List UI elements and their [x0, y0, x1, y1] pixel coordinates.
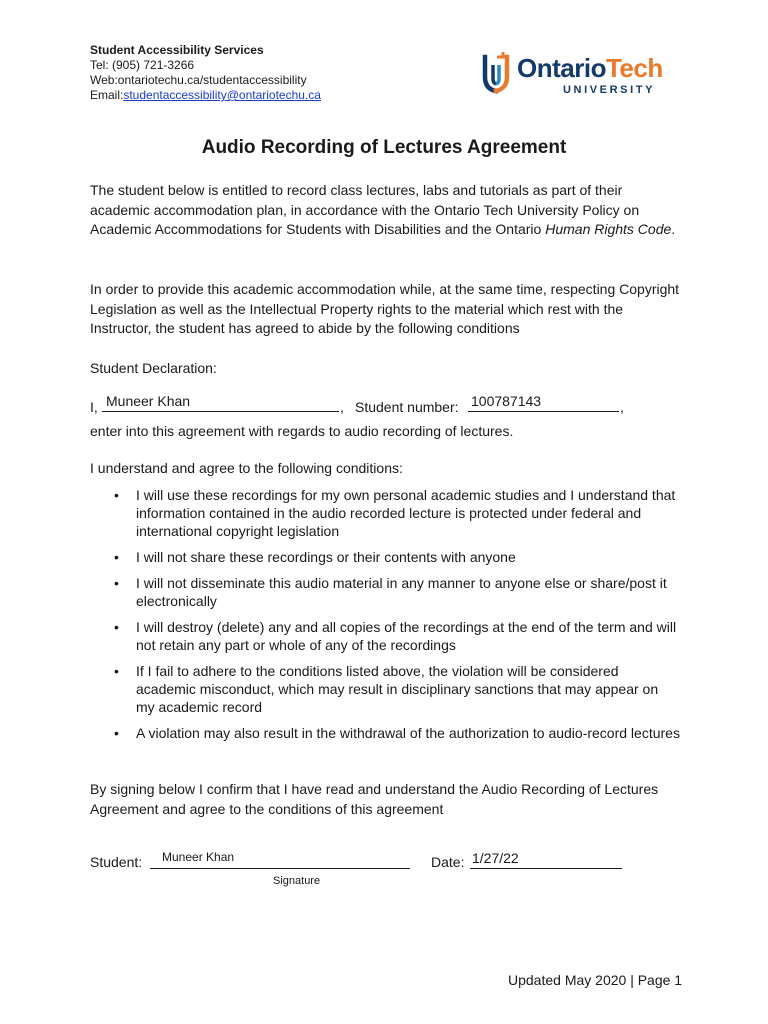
student-label: Student:	[90, 854, 143, 870]
intro-text: The student below is entitled to record class lectures, labs and tutorials as part of their academic accommodation plan, in accordance with the Ontario Tech University Policy on Academic Accommodations for Students with Disabilities and the Ontario	[90, 182, 640, 237]
intro-paragraph	[90, 181, 680, 240]
bullet: •	[114, 575, 119, 591]
student-name-field[interactable]: Muneer Khan	[106, 393, 191, 409]
condition-item	[90, 618, 680, 654]
bullet: •	[114, 487, 119, 503]
logo-word-ontario: Ontario	[517, 53, 606, 83]
condition-text: I will not disseminate this audio material in any manner to anyone else or share/post it electronically	[136, 575, 667, 609]
declaration-follow: enter into this agreement with regards to audio recording of lectures.	[90, 423, 514, 439]
end-comma: ,	[620, 399, 624, 415]
signature-underline	[150, 868, 410, 869]
date-underline	[470, 868, 622, 869]
name-underline	[102, 411, 339, 412]
bullet: •	[114, 549, 119, 565]
intro-italic: Human Rights Code	[545, 221, 672, 237]
condition-text: I will destroy (delete) any and all copies of the recordings at the end of the term and will not retain any part or whole of any of the recordings	[136, 619, 677, 653]
date-label: Date:	[431, 854, 465, 870]
logo-wordmark	[517, 53, 663, 84]
signature-caption: Signature	[273, 875, 321, 887]
conditions-heading: I understand and agree to the following conditions:	[90, 460, 403, 476]
i-label: I,	[90, 399, 98, 415]
copyright-paragraph: In order to provide this academic accommodation while, at the same time, respecting Copyright Legislation as well as the Intellectual Property rights to the material which rest with the Instructor, the student has agreed to abide by the following conditions	[90, 281, 680, 336]
student-number-label: Student number:	[355, 399, 459, 415]
condition-item	[90, 486, 680, 540]
web-line	[90, 73, 321, 88]
bullet: •	[114, 663, 119, 679]
condition-text: I will not share these recordings or their contents with anyone	[136, 549, 516, 565]
student-number-field[interactable]: 100787143	[471, 393, 542, 409]
condition-text: A violation may also result in the withdrawal of the authorization to audio-record lectures	[136, 725, 680, 741]
confirm-paragraph: By signing below I confirm that I have read and understand the Audio Recording of Lectures Agreement and agree to the conditions of this agreement	[90, 781, 659, 817]
declaration-heading: Student Declaration:	[90, 360, 217, 376]
page-footer: Updated May 2020 | Page 1	[508, 972, 683, 988]
condition-item	[90, 548, 680, 566]
intro-end: .	[671, 221, 676, 237]
condition-text: I will use these recordings for my own personal academic studies and I understand that information contained in the audio recorded lecture is protected under federal and international copyright legislation	[136, 487, 676, 539]
logo-word-tech: Tech	[605, 53, 663, 83]
date-field[interactable]: 1/27/22	[472, 850, 519, 866]
tel-line: Tel: (905) 721-3266	[90, 58, 195, 72]
org-name: Student Accessibility Services	[90, 43, 264, 57]
number-underline	[468, 411, 619, 412]
email-line	[90, 88, 321, 103]
email-label: Email:	[90, 88, 124, 102]
university-logo	[479, 49, 669, 101]
logo-subtitle: UNIVERSITY	[563, 84, 656, 96]
bullet: •	[114, 725, 119, 741]
document-title: Audio Recording of Lectures Agreement	[201, 137, 567, 158]
web-label: Web:	[90, 73, 118, 87]
sep-comma: ,	[340, 399, 344, 415]
declaration-line	[90, 393, 690, 417]
condition-text: If I fail to adhere to the conditions listed above, the violation will be considered academic misconduct, which may result in disciplinary sanctions that may appear on my academic record	[136, 663, 659, 715]
email-link[interactable]: studentaccessibility@ontariotechu.ca	[123, 88, 321, 102]
condition-item	[90, 574, 680, 610]
shield-logo-icon	[479, 51, 513, 97]
student-signature-field[interactable]: Muneer Khan	[162, 850, 235, 864]
conditions-list	[90, 486, 680, 750]
condition-item	[90, 724, 680, 742]
condition-item	[90, 662, 680, 716]
bullet: •	[114, 619, 119, 635]
web-link[interactable]: ontariotechu.ca/studentaccessibility	[117, 73, 307, 87]
header-contact	[90, 43, 321, 103]
signature-row	[90, 846, 690, 886]
